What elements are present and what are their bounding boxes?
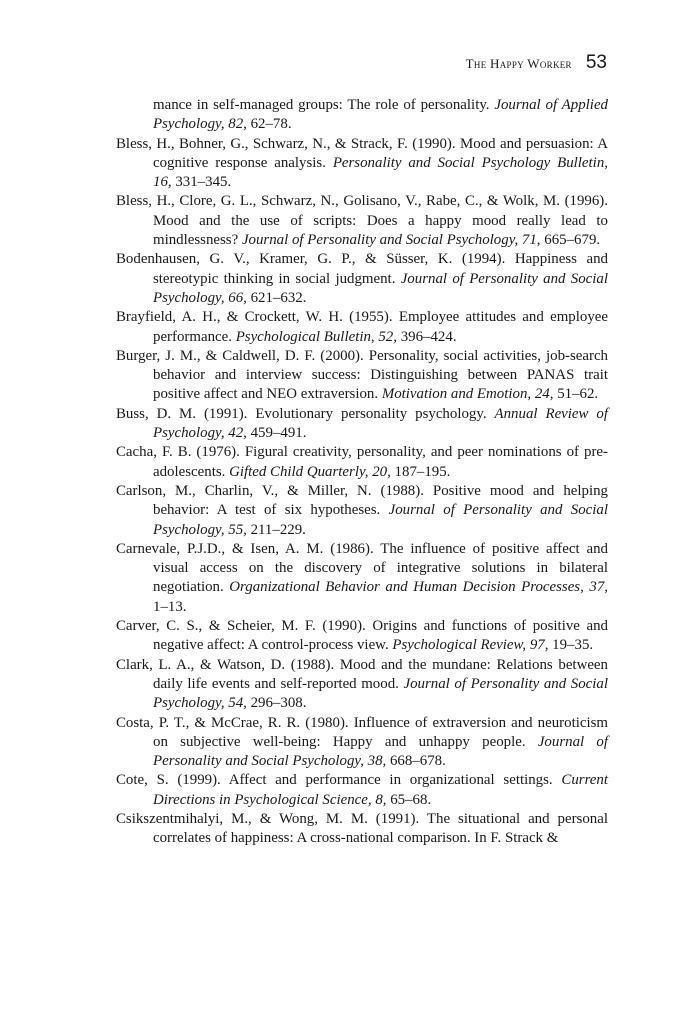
reference-entry: mance in self-managed groups: The role of personality. Journal of Applied Psychology, 82, 62–78. <box>153 97 608 133</box>
reference-entry: Csikszentmihalyi, M., & Wong, M. M. (1991). The situational and personal correlates of happiness: A cross-national comparison. In F. Strack & <box>116 810 608 847</box>
reference-entry: Cote, S. (1999). Affect and performance in organizational settings. Current Directions in Psychological Science, 8, 65–68. <box>116 772 608 808</box>
running-head <box>466 52 607 74</box>
reference-entry: Carver, C. S., & Scheier, M. F. (1990). Origins and functions of positive and negative affect: A control-process view. Psychological Review, 97, 19–35. <box>116 618 608 654</box>
running-title: The Happy Worker <box>465 56 572 71</box>
reference-entry: Burger, J. M., & Caldwell, D. F. (2000). Personality, social activities, job-search behavior and interview success: Distinguishing between PANAS trait positive affect and NEO extraversion. Motivation and Emotion, 24, 51–62. <box>116 347 608 403</box>
reference-entry: Costa, P. T., & McCrae, R. R. (1980). Influence of extraversion and neuroticism on subjective well-being: Happy and unhappy people. Journal of Personality and Social Psychology, 38, 668–678. <box>116 714 608 770</box>
reference-entry: Carlson, M., Charlin, V., & Miller, N. (1988). Positive mood and helping behavior: A test of six hypotheses. Journal of Personality and Social Psychology, 55, 211–229. <box>116 482 608 538</box>
page-number: 53 <box>585 52 607 73</box>
reference-entry: Bless, H., Clore, G. L., Schwarz, N., Golisano, V., Rabe, C., & Wolk, M. (1996). Mood and the use of scripts: Does a happy mood really lead to mindlessness? Journal of Personality and Social Psychology, 71, 665–679. <box>116 193 608 249</box>
reference-entry: Buss, D. M. (1991). Evolutionary personality psychology. Annual Review of Psychology, 42, 459–491. <box>116 405 608 442</box>
reference-entry: Bodenhausen, G. V., Kramer, G. P., & Süsser, K. (1994). Happiness and stereotypic thinking in social judgment. Journal of Personality and Social Psychology, 66, 621–632. <box>116 251 608 306</box>
reference-entry: Cacha, F. B. (1976). Figural creativity, personality, and peer nominations of pre-adolescents. Gifted Child Quarterly, 20, 187–195. <box>116 444 608 480</box>
reference-entry: Carnevale, P.J.D., & Isen, A. M. (1986). The influence of positive affect and visual access on the discovery of integrative solutions in bilateral negotiation. Organizational Behavior and Human Decision Processes, 37, 1–13. <box>116 540 608 615</box>
reference-entry: Bless, H., Bohner, G., Schwarz, N., & Strack, F. (1990). Mood and persuasion: A cognitive response analysis. Personality and Social Psychology Bulletin, 16, 331–345. <box>116 135 608 191</box>
reference-entry: Brayfield, A. H., & Crockett, W. H. (1955). Employee attitudes and employee performance. Psychological Bulletin, 52, 396–424. <box>116 309 608 345</box>
reference-entry: Clark, L. A., & Watson, D. (1988). Mood and the mundane: Relations between daily life events and self-reported mood. Journal of Personality and Social Psychology, 54, 296–308. <box>116 656 608 712</box>
reference-list <box>116 96 608 849</box>
